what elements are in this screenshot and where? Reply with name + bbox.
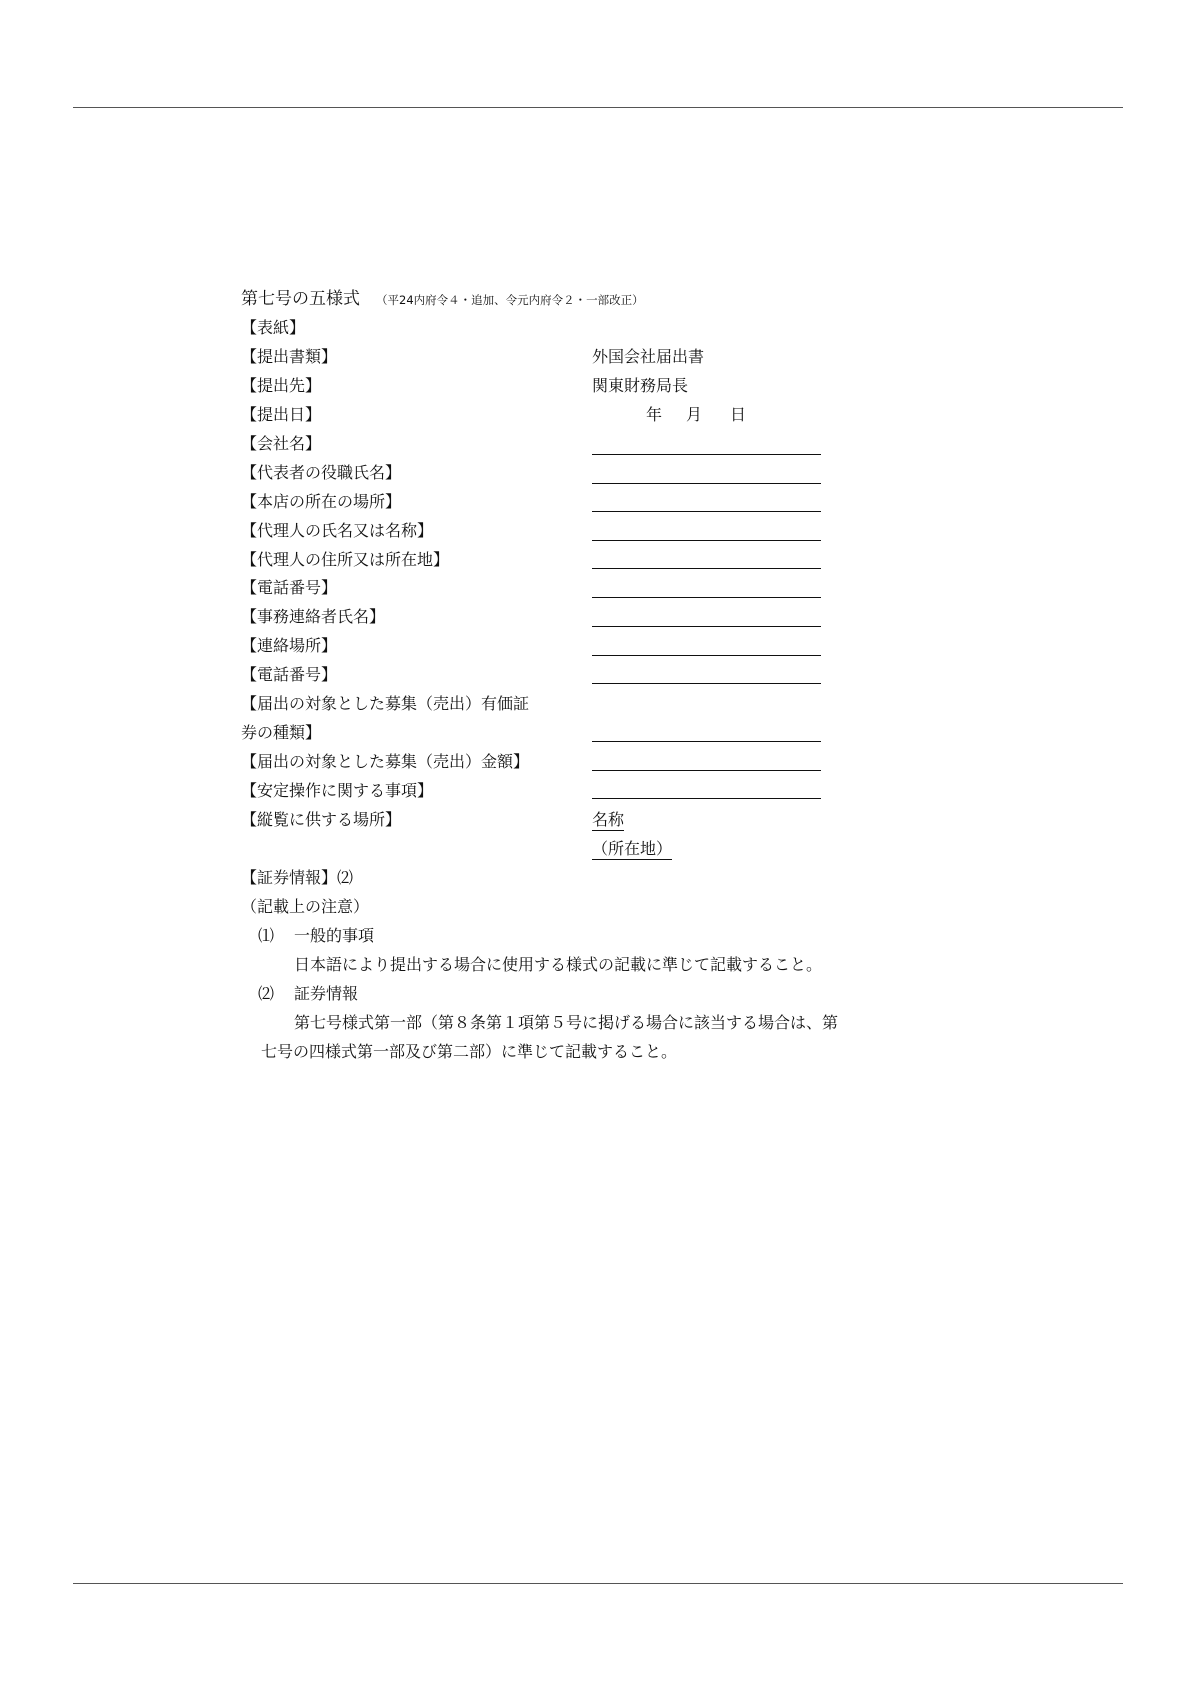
value-inspection-name: 名称 [592,810,625,829]
value-inspection-address: （所在地） [592,839,673,858]
label-agent-address: 【代理人の住所又は所在地】 [241,550,450,569]
blank-phone-1 [592,597,821,598]
blank-representative [592,483,821,484]
blank-securities-type [592,741,821,742]
label-head-office: 【本店の所在の場所】 [241,492,402,511]
note-2-body-line-2: 七号の四様式第一部及び第二部）に準じて記載すること。 [261,1042,678,1061]
label-contact-person: 【事務連絡者氏名】 [241,607,386,626]
label-offering-amount: 【届出の対象とした募集（売出）金額】 [241,752,530,771]
label-securities-type-cont: 券の種類】 [241,723,322,742]
amendment-note: （平24内府令４・追加、令元内府令２・一部改正） [376,293,644,307]
note-1-title: 一般的事項 [294,926,375,945]
label-representative: 【代表者の役職氏名】 [241,463,402,482]
form-title [241,289,644,310]
label-securities-type: 【届出の対象とした募集（売出）有価証 [241,694,530,713]
blank-phone-2 [592,683,821,684]
blank-contact-place [592,655,821,656]
form-title-text: 第七号の五様式 [241,289,360,309]
label-submission-document: 【提出書類】 [241,347,338,366]
blank-head-office [592,511,821,512]
notes-heading: （記載上の注意） [241,897,370,916]
blank-offering-amount [592,770,821,771]
value-submit-to: 関東財務局長 [592,376,689,395]
label-phone-2: 【電話番号】 [241,665,338,684]
note-1-body: 日本語により提出する場合に使用する様式の記載に準じて記載すること。 [294,955,823,974]
label-company-name: 【会社名】 [241,434,322,453]
note-2-number: ⑵ [258,984,275,1003]
label-agent-name: 【代理人の氏名又は名称】 [241,521,434,540]
date-year-unit: 年 [646,405,663,424]
securities-info-heading: 【証券情報】⑵ [241,868,354,887]
blank-stabilization [592,798,821,799]
blank-agent-name [592,540,821,541]
label-stabilization: 【安定操作に関する事項】 [241,781,434,800]
blank-contact-person [592,626,821,627]
note-2-body-line-1: 第七号様式第一部（第８条第１項第５号に掲げる場合に該当する場合は、第 [294,1013,839,1032]
date-day-unit: 日 [730,405,747,424]
label-submit-to: 【提出先】 [241,376,322,395]
footer-rule [73,1583,1123,1584]
submission-date-field [646,405,746,425]
label-submission-date: 【提出日】 [241,405,322,424]
header-rule [73,107,1123,108]
note-1-number: ⑴ [258,926,275,945]
blank-agent-address [592,568,821,569]
cover-label: 【表紙】 [241,318,306,337]
label-contact-place: 【連絡場所】 [241,636,338,655]
date-month-unit: 月 [686,405,703,424]
value-submission-document: 外国会社届出書 [592,347,705,366]
label-phone-1: 【電話番号】 [241,578,338,597]
blank-company-name [592,454,821,455]
label-public-inspection: 【縦覧に供する場所】 [241,810,402,829]
note-2-title: 証券情報 [294,984,359,1003]
